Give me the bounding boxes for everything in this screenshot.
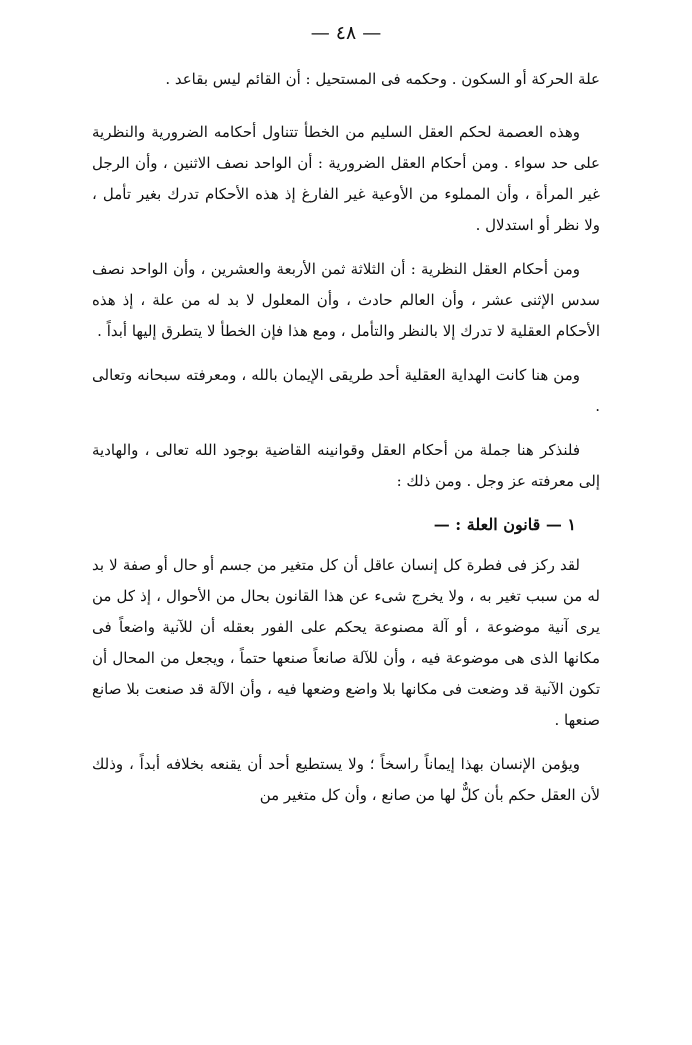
paragraph-1: علة الحركة أو السكون . وحكمه فى المستحيل : أن القائم ليس بقاعد . bbox=[165, 70, 600, 88]
main-text bbox=[92, 64, 600, 811]
section-paragraph-1: لقد ركز فى فطرة كل إنسان عاقل أن كل متغير من جسم أو حال أو صفة لا بد له من سبب تغير به ، ولا يخرج شىء عن هذا القانون بحال من الأحوال ، إذ كل من يرى آنية موضوعة ، أو آلة مصنوعة يحكم على الفور بعقله أن للآنية واضعاً فى مكانها الذى هى موضوعة فيه ، وأن للآلة صانعاً صنعها حتماً ، ويجعل من المحال أن تكون الآنية قد وضعت فى مكانها بلا واضع وضعها فيه ، وأن الآلة قد صنعت بلا صانع صنعها . bbox=[92, 556, 600, 729]
paragraph-3: ومن أحكام العقل النظرية : أن الثلاثة ثمن الأربعة والعشرين ، وأن الواحد نصف سدس الإثنى عشر ، وأن العالم حادث ، وأن المعلول لا بد له من علة ، إذ هذه الأحكام العقلية لا تدرك إلا بالنظر والتأمل ، ومع هذا فإن الخطأ لا يتطرق إليها أبداً . bbox=[92, 260, 600, 340]
section-paragraph-2: ويؤمن الإنسان بهذا إيماناً راسخاً ؛ ولا يستطيع أحد أن يقنعه بخلافه أبداً ، وذلك لأن العقل حكم بأن كلٌّ لها من صانع ، وأن كل متغير من bbox=[92, 755, 600, 804]
paragraph-4: ومن هنا كانت الهداية العقلية أحد طريقى الإيمان بالله ، ومعرفته سبحانه وتعالى . bbox=[92, 366, 600, 415]
paragraph-2: وهذه العصمة لحكم العقل السليم من الخطأ تتناول أحكامه الضرورية والنظرية على حد سواء . ومن أحكام العقل الضرورية : أن الواحد نصف الاثنين ، وأن الرجل غير المرأة ، وأن المملوء من الأوعية غير الفارغ إذ هذه الأحكام تدرك بغير تأمل ، ولا نظر أو استدلال . bbox=[92, 123, 600, 234]
section-heading: ١ — قانون العلة : — bbox=[433, 515, 576, 534]
page-number: — ٤٨ — bbox=[310, 22, 382, 44]
paragraph-5: فلنذكر هنا جملة من أحكام العقل وقوانينه القاضية بوجود الله تعالى ، والهادية إلى معرفته عز وجل . ومن ذلك : bbox=[92, 441, 600, 490]
